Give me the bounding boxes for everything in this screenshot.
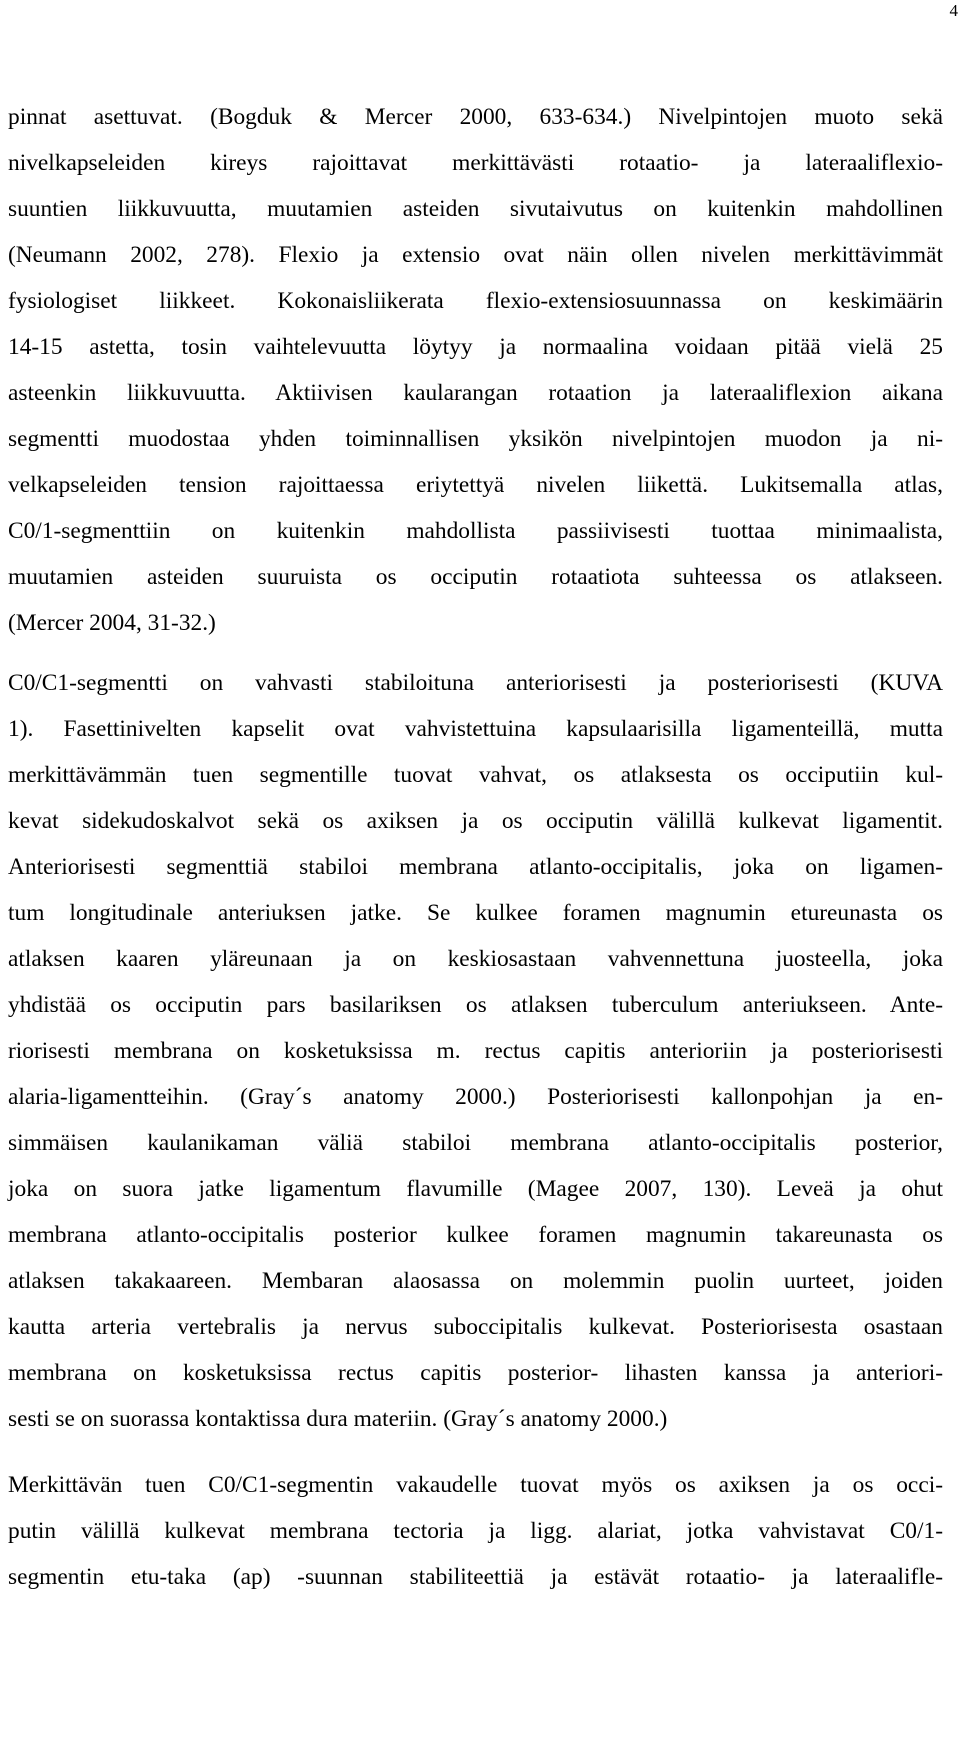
text-line: (Mercer 2004, 31-32.) [8,610,216,636]
text-line: atlaksen takakaareen. Membaran alaosassa on molemmin puolin uurteet, joiden [8,1268,943,1294]
text-line: kautta arteria vertebralis ja nervus suboccipitalis kulkevat. Posteriorisesta osastaan [8,1314,943,1340]
text-line: riorisesti membrana on kosketuksissa m. rectus capitis anterioriin ja posteriorisesti [8,1038,943,1064]
text-line: alaria-ligamentteihin. (Gray´s anatomy 2000.) Posteriorisesti kallonpohjan ja en- [8,1084,943,1110]
text-line: C0/C1-segmentti on vahvasti stabiloituna anteriorisesti ja posteriorisesti (KUVA [8,670,943,696]
paragraph-spacer [8,646,943,660]
document-body [8,94,943,1600]
text-line: joka on suora jatke ligamentum flavumille (Magee 2007, 130). Leveä ja ohut [8,1176,943,1202]
paragraph-3 [8,1462,943,1600]
text-line: suuntien liikkuvuutta, muutamien asteiden sivutaivutus on kuitenkin mahdollinen [8,196,943,222]
text-line: segmentin etu-taka (ap) -suunnan stabiliteettiä ja estävät rotaatio- ja lateraalifle- [8,1564,943,1590]
text-line: 1). Fasettinivelten kapselit ovat vahvistettuina kapsulaarisilla ligamenteillä, mutta [8,716,943,742]
paragraph-2 [8,660,943,1442]
text-line: atlaksen kaaren yläreunaan ja on keskiosastaan vahvennettuna juosteella, joka [8,946,943,972]
text-line: sesti se on suorassa kontaktissa dura materiin. (Gray´s anatomy 2000.) [8,1406,668,1432]
text-line: muutamien asteiden suuruista os occiputin rotaatiota suhteessa os atlakseen. [8,564,943,590]
text-line: membrana atlanto-occipitalis posterior kulkee foramen magnumin takareunasta os [8,1222,943,1248]
page-number: 4 [949,1,958,20]
text-line: putin välillä kulkevat membrana tectoria ja ligg. alariat, jotka vahvistavat C0/1- [8,1518,943,1544]
text-line: 14-15 astetta, tosin vaihtelevuutta löytyy ja normaalina voidaan pitää vielä 25 [8,334,943,360]
text-line: nivelkapseleiden kireys rajoittavat merkittävästi rotaatio- ja lateraaliflexio- [8,150,943,176]
text-line: pinnat asettuvat. (Bogduk & Mercer 2000, 633-634.) Nivelpintojen muoto sekä [8,104,943,130]
paragraph-spacer [8,1442,943,1462]
text-line: Anteriorisesti segmenttiä stabiloi membrana atlanto-occipitalis, joka on ligamen- [8,854,943,880]
text-line: membrana on kosketuksissa rectus capitis posterior- lihasten kanssa ja anteriori- [8,1360,943,1386]
text-line: asteenkin liikkuvuutta. Aktiivisen kaularangan rotaation ja lateraaliflexion aikana [8,380,943,406]
text-line: merkittävämmän tuen segmentille tuovat vahvat, os atlaksesta os occiputiin kul- [8,762,943,788]
text-line: (Neumann 2002, 278). Flexio ja extensio ovat näin ollen nivelen merkittävimmät [8,242,943,268]
text-line: segmentti muodostaa yhden toiminnallisen yksikön nivelpintojen muodon ja ni- [8,426,943,452]
text-line: C0/1-segmenttiin on kuitenkin mahdollista passiivisesti tuottaa minimaalista, [8,518,943,544]
text-line: tum longitudinale anteriuksen jatke. Se kulkee foramen magnumin etureunasta os [8,900,943,926]
text-line: yhdistää os occiputin pars basilariksen os atlaksen tuberculum anteriukseen. Ante- [8,992,943,1018]
text-line: fysiologiset liikkeet. Kokonaisliikerata flexio-extensiosuunnassa on keskimäärin [8,288,943,314]
paragraph-1 [8,94,943,646]
text-line: velkapseleiden tension rajoittaessa eriytettyä nivelen liikettä. Lukitsemalla atlas, [8,472,943,498]
text-line: Merkittävän tuen C0/C1-segmentin vakaudelle tuovat myös os axiksen ja os occi- [8,1472,943,1498]
text-line: kevat sidekudoskalvot sekä os axiksen ja os occiputin välillä kulkevat ligamentit. [8,808,943,834]
text-line: simmäisen kaulanikaman väliä stabiloi membrana atlanto-occipitalis posterior, [8,1130,943,1156]
